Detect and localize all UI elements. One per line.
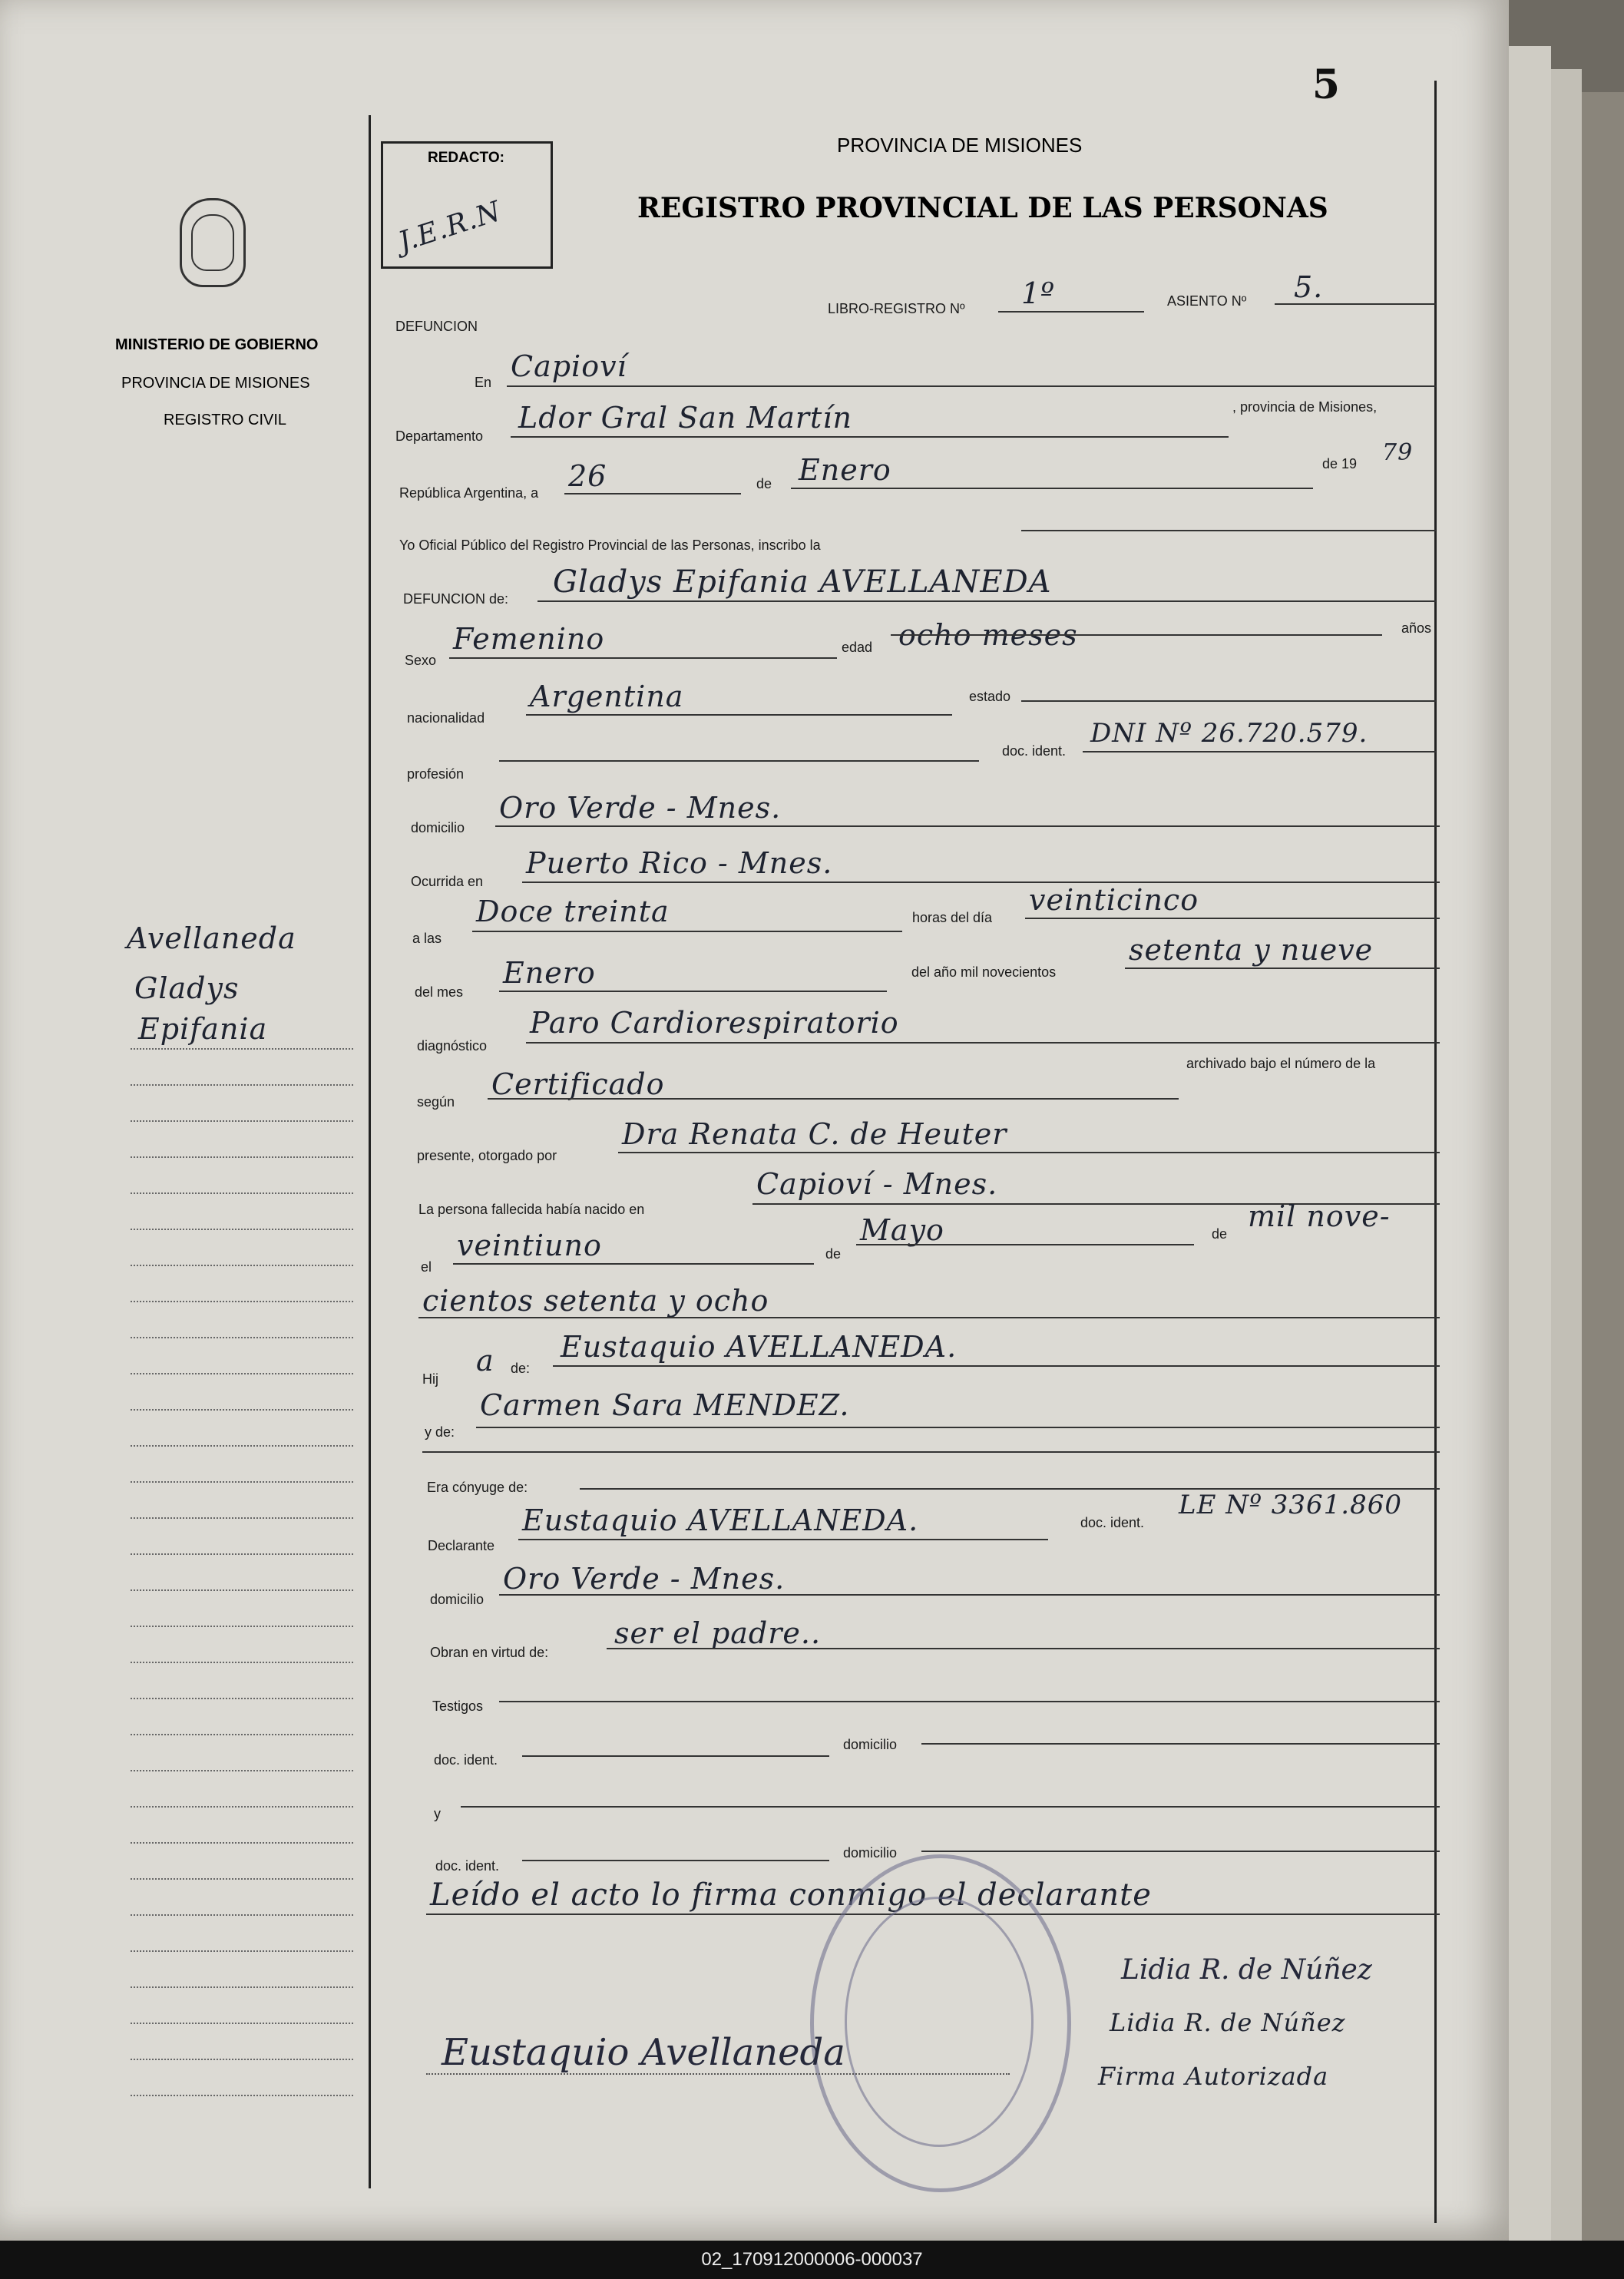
doc4-label: doc. ident. [435,1858,500,1874]
doc2-label: doc. ident. [1080,1515,1145,1530]
domicilio-label: domicilio [411,820,465,835]
oficial-label: Yo Oficial Público del Registro Provincial de las Personas, inscribo la [399,538,821,553]
dia-value: veinticinco [1029,883,1199,917]
departamento-value: Ldor Gral San Martín [518,401,852,435]
de4-label: de: [511,1361,531,1376]
margin-name-first: Gladys [134,971,240,1005]
domicilio4-label: domicilio [843,1845,898,1861]
segun-label: según [417,1094,455,1110]
asiento-value: 5. [1294,270,1324,304]
estado-label: estado [969,689,1011,704]
declarante-value: Eustaquio AVELLANEDA. [522,1503,919,1537]
redacto-initials: J.E.R.N [395,195,505,259]
edad-label: edad [842,640,873,655]
margin-name-second: Epifania [138,1012,268,1046]
page-edge-inner [1551,69,1582,2241]
province-heading: PROVINCIA DE MISIONES [837,134,1083,157]
anos-label: años [1401,620,1432,636]
presente-value: Dra Renata C. de Heuter [622,1117,1007,1151]
conyuge-label: Era cónyuge de: [427,1480,528,1495]
province-seal-icon [180,198,246,287]
doc-label: doc. ident. [1002,743,1067,759]
hij-suffix: a [476,1344,494,1378]
nacido-label: La persona fallecida había nacido en [418,1202,645,1217]
domicilio-value: Oro Verde - Mnes. [499,791,782,825]
en-value: Capioví [511,349,627,383]
departamento-suffix: , provincia de Misiones, [1232,399,1378,415]
republica-label: República Argentina, a [399,485,539,501]
month-value: Enero [799,453,891,487]
declarante-label: Declarante [428,1538,495,1553]
libro-value: 1º [1021,276,1056,310]
en-label: En [475,375,492,390]
de3-label: de [1212,1226,1228,1242]
domicilio2-value: Oro Verde - Mnes. [503,1562,786,1596]
el-value: veintiuno [457,1229,602,1262]
ocurrida-label: Ocurrida en [411,874,484,889]
doc2-value: LE Nº 3361.860 [1179,1490,1402,1520]
ocurrida-value: Puerto Rico - Mnes. [526,846,833,880]
yde-label: y de: [425,1424,455,1440]
anio-value: setenta y nueve [1129,933,1374,967]
hij-label: Hij [422,1371,438,1387]
mes-value: Enero [503,956,596,990]
profesion-label: profesión [407,766,465,782]
page-edge [1509,46,1551,2241]
segun-value: Certificado [491,1067,665,1101]
official-signature: Lidia R. de Núñez [1121,1954,1372,1986]
testigos-label: Testigos [432,1698,484,1714]
mes2-value: Mayo [860,1213,944,1247]
defuncion-de-label: DEFUNCION de: [403,591,509,607]
padre-value: Eustaquio AVELLANEDA. [561,1330,958,1364]
obran-value: ser el padre.. [614,1616,822,1650]
margin-name-surname: Avellaneda [127,921,296,955]
doc3-label: doc. ident. [434,1752,498,1768]
book-cover-edge [1582,92,1624,2241]
redacto-box [381,141,553,269]
registry-title: REGISTRO PROVINCIAL DE LAS PERSONAS [637,192,1328,224]
year-value: 79 [1382,439,1414,466]
obran-label: Obran en virtud de: [430,1645,549,1660]
image-id-footer: 02_170912000006-000037 [0,2241,1624,2279]
cientos-value: cientos setenta y ocho [422,1284,769,1318]
de2-label: de [825,1246,842,1262]
diagnostico-label: diagnóstico [417,1038,488,1054]
ministry-name: MINISTERIO DE GOBIERNO [115,336,319,353]
doc-value: DNI Nº 26.720.579. [1090,718,1368,749]
day-value: 26 [568,459,607,493]
nacionalidad-label: nacionalidad [407,710,485,726]
departamento-label: Departamento [395,428,484,444]
page-number: 5 [1311,61,1340,108]
ministry-registry: REGISTRO CIVIL [164,412,287,428]
diagnostico-value: Paro Cardiorespiratorio [530,1006,899,1040]
edad-value: ocho meses [898,618,1078,652]
sexo-value: Femenino [453,622,605,656]
ministry-province: PROVINCIA DE MISIONES [121,375,310,392]
madre-value: Carmen Sara MENDEZ. [480,1388,850,1422]
year-prefix: de 19 [1322,456,1358,471]
official-title: Firma Autorizada [1098,2062,1329,2091]
declarante-signature: Eustaquio Avellaneda [442,2031,845,2074]
el-label: el [421,1259,432,1275]
nacido-value: Capioví - Mnes. [756,1167,998,1201]
domicilio3-label: domicilio [843,1737,898,1752]
archivado-label: archivado bajo el número de la [1186,1056,1376,1071]
deceased-value: Gladys Epifania AVELLANEDA [553,564,1052,600]
alas-label: a las [412,931,442,946]
presente-label: presente, otorgado por [417,1148,557,1163]
horas-label: horas del día [912,910,993,925]
official-name: Lidia R. de Núñez [1110,2008,1346,2037]
margin-rule [369,115,371,2188]
nacionalidad-value: Argentina [530,680,684,713]
libro-label: LIBRO-REGISTRO Nº [828,301,965,316]
form-type-label: DEFUNCION [395,319,478,334]
closing-statement: Leído el acto lo firma conmigo el declarante [430,1877,1152,1913]
redacto-label: REDACTO: [428,150,504,166]
alas-value: Doce treinta [476,895,670,928]
sexo-label: Sexo [405,653,437,668]
official-stamp-icon [810,1854,1071,2192]
anio-label: del año mil novecientos [911,964,1057,980]
asiento-label: ASIENTO Nº [1167,293,1247,309]
domicilio2-label: domicilio [430,1592,485,1607]
delmes-label: del mes [415,984,464,1000]
de-label: de [756,476,772,491]
mil-value: mil nove- [1248,1199,1391,1233]
y-label: y [434,1806,441,1821]
